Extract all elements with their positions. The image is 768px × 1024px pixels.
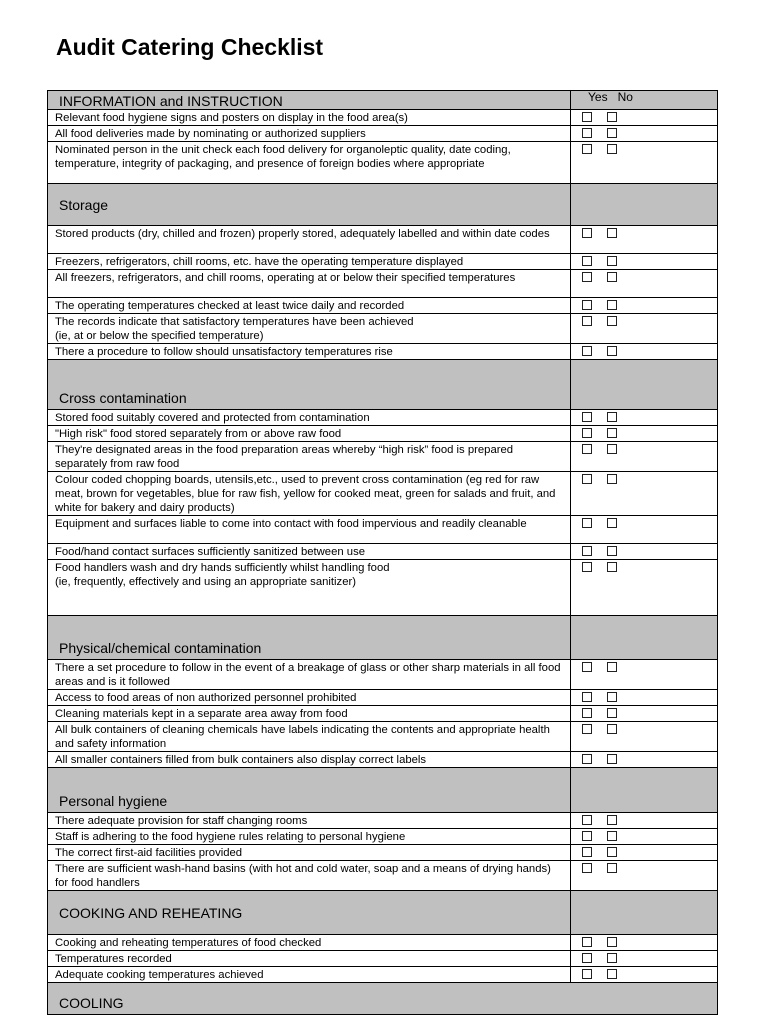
checkbox-cell	[571, 935, 718, 951]
checkbox-cell	[571, 967, 718, 983]
checkbox-cell	[571, 126, 718, 142]
section-header-row	[48, 983, 718, 1015]
yes-checkbox[interactable]	[582, 256, 592, 266]
section-heading-check-column	[571, 768, 718, 813]
checkbox-cell	[571, 690, 718, 706]
section-heading-check-column	[571, 184, 718, 226]
yes-no-checkboxes	[571, 344, 717, 356]
no-checkbox[interactable]	[607, 662, 617, 672]
checkbox-cell	[571, 142, 718, 184]
checklist-item-row	[48, 967, 718, 983]
checklist-item-row	[48, 254, 718, 270]
yes-no-checkboxes	[571, 314, 717, 326]
section-heading: Storage	[48, 184, 571, 226]
checklist-item-row	[48, 722, 718, 752]
no-checkbox[interactable]	[607, 937, 617, 947]
yes-no-checkboxes	[571, 951, 717, 963]
checklist-item-row	[48, 752, 718, 768]
checkbox-cell	[571, 226, 718, 254]
checklist-item-text: Colour coded chopping boards, utensils,etc., used to prevent cross contamination (eg red for raw meat, brown for vegetables, blue for raw fish, yellow for cooked meat, green for salads and fruit, and white for bakery and dairy products)	[48, 472, 571, 516]
yes-no-checkboxes	[571, 690, 717, 702]
section-header-row	[48, 91, 718, 110]
yes-no-checkboxes	[571, 967, 717, 979]
checkbox-cell	[571, 560, 718, 616]
no-checkbox[interactable]	[607, 724, 617, 734]
no-checkbox[interactable]	[607, 518, 617, 528]
checklist-item-row	[48, 126, 718, 142]
yes-checkbox[interactable]	[582, 863, 592, 873]
checklist-item-text: Temperatures recorded	[48, 951, 571, 967]
no-checkbox[interactable]	[607, 815, 617, 825]
yes-no-checkboxes	[571, 126, 717, 138]
no-checkbox[interactable]	[607, 562, 617, 572]
no-checkbox[interactable]	[607, 300, 617, 310]
no-checkbox[interactable]	[607, 428, 617, 438]
checklist-item-row	[48, 442, 718, 472]
checkbox-cell	[571, 410, 718, 426]
yes-checkbox[interactable]	[582, 662, 592, 672]
no-checkbox[interactable]	[607, 692, 617, 702]
section-heading: Cross contamination	[48, 360, 571, 410]
page-title: Audit Catering Checklist	[56, 34, 324, 60]
checklist-item-text: They're designated areas in the food preparation areas whereby “high risk” food is prepared separately from raw food	[48, 442, 571, 472]
checklist-item-row	[48, 861, 718, 891]
no-checkbox[interactable]	[607, 272, 617, 282]
yes-no-labels	[581, 91, 707, 103]
yes-no-checkboxes	[571, 722, 717, 734]
no-checkbox[interactable]	[607, 953, 617, 963]
checklist-item-row	[48, 142, 718, 184]
section-heading-check-column	[571, 360, 718, 410]
yes-column-label: Yes	[588, 90, 608, 104]
yes-no-checkboxes	[571, 813, 717, 825]
checklist-item-row	[48, 829, 718, 845]
checklist-item-text: There a set procedure to follow in the event of a breakage of glass or other sharp materials in all food areas and is it followed	[48, 660, 571, 690]
no-checkbox[interactable]	[607, 708, 617, 718]
yes-checkbox[interactable]	[582, 444, 592, 454]
no-checkbox[interactable]	[607, 128, 617, 138]
checklist-item-text: Cooking and reheating temperatures of food checked	[48, 935, 571, 951]
yes-no-checkboxes	[571, 110, 717, 122]
checkbox-cell	[571, 110, 718, 126]
yes-no-checkboxes	[571, 410, 717, 422]
yes-no-checkboxes	[571, 706, 717, 718]
checklist-item-text: Stored food suitably covered and protected from contamination	[48, 410, 571, 426]
no-checkbox[interactable]	[607, 228, 617, 238]
yes-checkbox[interactable]	[582, 518, 592, 528]
yes-checkbox[interactable]	[582, 562, 592, 572]
yes-checkbox[interactable]	[582, 316, 592, 326]
checkbox-cell	[571, 254, 718, 270]
no-checkbox[interactable]	[607, 847, 617, 857]
checkbox-cell	[571, 813, 718, 829]
no-checkbox[interactable]	[607, 316, 617, 326]
checklist-item-row	[48, 690, 718, 706]
checkbox-cell	[571, 861, 718, 891]
yes-no-checkboxes	[571, 516, 717, 528]
checklist-item-text: Stored products (dry, chilled and frozen) properly stored, adequately labelled and within date codes	[48, 226, 571, 254]
checklist-item-text: There adequate provision for staff changing rooms	[48, 813, 571, 829]
checklist-item-text: Access to food areas of non authorized personnel prohibited	[48, 690, 571, 706]
no-checkbox[interactable]	[607, 831, 617, 841]
checklist-table	[47, 90, 718, 1015]
checklist-item-text: Cleaning materials kept in a separate area away from food	[48, 706, 571, 722]
checkbox-cell	[571, 845, 718, 861]
checklist-item-row	[48, 270, 718, 298]
checklist-item-text: There a procedure to follow should unsatisfactory temperatures rise	[48, 344, 571, 360]
yes-no-checkboxes	[571, 298, 717, 310]
yes-checkbox[interactable]	[582, 847, 592, 857]
yes-checkbox[interactable]	[582, 969, 592, 979]
section-header-row	[48, 616, 718, 660]
no-checkbox[interactable]	[607, 412, 617, 422]
checklist-item-row	[48, 660, 718, 690]
checklist-item-text: The records indicate that satisfactory temperatures have been achieved (ie, at or below the specified temperature)	[48, 314, 571, 344]
checkbox-cell	[571, 829, 718, 845]
yes-checkbox[interactable]	[582, 112, 592, 122]
checklist-item-text: Freezers, refrigerators, chill rooms, etc. have the operating temperature displayed	[48, 254, 571, 270]
yes-checkbox[interactable]	[582, 428, 592, 438]
checklist-item-text: The correct first-aid facilities provided	[48, 845, 571, 861]
yes-checkbox[interactable]	[582, 412, 592, 422]
checklist-item-row	[48, 344, 718, 360]
section-heading: Physical/chemical contamination	[48, 616, 571, 660]
no-checkbox[interactable]	[607, 144, 617, 154]
section-header-row	[48, 184, 718, 226]
yes-no-checkboxes	[571, 254, 717, 266]
yes-checkbox[interactable]	[582, 128, 592, 138]
checklist-item-text: Nominated person in the unit check each food delivery for organoleptic quality, date coding, temperature, integrity of packaging, and presence of foreign bodies where appropriate	[48, 142, 571, 184]
yes-checkbox[interactable]	[582, 228, 592, 238]
checklist-item-text: Staff is adhering to the food hygiene rules relating to personal hygiene	[48, 829, 571, 845]
no-checkbox[interactable]	[607, 112, 617, 122]
checklist-item-text: All food deliveries made by nominating or authorized suppliers	[48, 126, 571, 142]
no-checkbox[interactable]	[607, 969, 617, 979]
section-heading-check-column	[571, 91, 718, 110]
section-heading: INFORMATION and INSTRUCTION	[48, 91, 571, 110]
checklist-item-text: Relevant food hygiene signs and posters on display in the food area(s)	[48, 110, 571, 126]
checklist-item-row	[48, 314, 718, 344]
checklist-item-text: Adequate cooking temperatures achieved	[48, 967, 571, 983]
section-heading: Personal hygiene	[48, 768, 571, 813]
section-heading-check-column	[571, 616, 718, 660]
checkbox-cell	[571, 472, 718, 516]
section-header-row	[48, 891, 718, 935]
checklist-item-text: Equipment and surfaces liable to come into contact with food impervious and readily cleanable	[48, 516, 571, 544]
checklist-item-row	[48, 226, 718, 254]
yes-checkbox[interactable]	[582, 754, 592, 764]
checklist-item-text: Food handlers wash and dry hands sufficiently whilst handling food (ie, frequently, effectively and using an appropriate sanitizer)	[48, 560, 571, 616]
no-checkbox[interactable]	[607, 863, 617, 873]
yes-no-checkboxes	[571, 560, 717, 572]
checkbox-cell	[571, 660, 718, 690]
checklist-item-row	[48, 951, 718, 967]
checkbox-cell	[571, 951, 718, 967]
checklist-item-row	[48, 516, 718, 544]
checkbox-cell	[571, 344, 718, 360]
checkbox-cell	[571, 544, 718, 560]
yes-no-checkboxes	[571, 426, 717, 438]
yes-checkbox[interactable]	[582, 953, 592, 963]
yes-no-checkboxes	[571, 660, 717, 672]
no-checkbox[interactable]	[607, 546, 617, 556]
yes-checkbox[interactable]	[582, 724, 592, 734]
yes-checkbox[interactable]	[582, 346, 592, 356]
yes-no-checkboxes	[571, 829, 717, 841]
checklist-item-row	[48, 845, 718, 861]
checklist-item-text: All freezers, refrigerators, and chill rooms, operating at or below their specified temperatures	[48, 270, 571, 298]
checkbox-cell	[571, 722, 718, 752]
checkbox-cell	[571, 752, 718, 768]
checkbox-cell	[571, 442, 718, 472]
checkbox-cell	[571, 314, 718, 344]
section-heading: COOKING AND REHEATING	[48, 891, 571, 935]
section-header-row	[48, 768, 718, 813]
yes-no-checkboxes	[571, 544, 717, 556]
yes-no-checkboxes	[571, 845, 717, 857]
checklist-item-row	[48, 472, 718, 516]
yes-checkbox[interactable]	[582, 692, 592, 702]
checkbox-cell	[571, 426, 718, 442]
checklist-item-text: Food/hand contact surfaces sufficiently sanitized between use	[48, 544, 571, 560]
yes-no-checkboxes	[571, 472, 717, 484]
yes-no-checkboxes	[571, 142, 717, 154]
checklist-item-row	[48, 813, 718, 829]
yes-checkbox[interactable]	[582, 708, 592, 718]
checklist-item-row	[48, 426, 718, 442]
no-column-label: No	[617, 90, 633, 104]
checklist-item-row	[48, 410, 718, 426]
no-checkbox[interactable]	[607, 256, 617, 266]
section-header-row	[48, 360, 718, 410]
checklist-item-text: All bulk containers of cleaning chemicals have labels indicating the contents and appropriate health and safety information	[48, 722, 571, 752]
section-heading-check-column	[571, 891, 718, 935]
checklist-item-row	[48, 110, 718, 126]
checklist-item-text: "High risk" food stored separately from or above raw food	[48, 426, 571, 442]
checkbox-cell	[571, 516, 718, 544]
checklist-item-row	[48, 706, 718, 722]
checklist-item-text: The operating temperatures checked at least twice daily and recorded	[48, 298, 571, 314]
checklist-item-row	[48, 935, 718, 951]
yes-checkbox[interactable]	[582, 144, 592, 154]
checklist-item-row	[48, 560, 718, 616]
yes-checkbox[interactable]	[582, 300, 592, 310]
checklist-item-row	[48, 298, 718, 314]
yes-no-checkboxes	[571, 935, 717, 947]
yes-checkbox[interactable]	[582, 474, 592, 484]
no-checkbox[interactable]	[607, 754, 617, 764]
checklist-item-text: There are sufficient wash-hand basins (with hot and cold water, soap and a means of drying hands) for food handlers	[48, 861, 571, 891]
yes-checkbox[interactable]	[582, 546, 592, 556]
yes-checkbox[interactable]	[582, 937, 592, 947]
yes-checkbox[interactable]	[582, 831, 592, 841]
checkbox-cell	[571, 706, 718, 722]
checkbox-cell	[571, 270, 718, 298]
yes-no-checkboxes	[571, 226, 717, 238]
yes-no-checkboxes	[571, 861, 717, 873]
checklist-item-row	[48, 544, 718, 560]
checkbox-cell	[571, 298, 718, 314]
no-checkbox[interactable]	[607, 474, 617, 484]
section-heading: COOLING	[48, 983, 718, 1015]
no-checkbox[interactable]	[607, 444, 617, 454]
yes-checkbox[interactable]	[582, 272, 592, 282]
checklist-item-text: All smaller containers filled from bulk containers also display correct labels	[48, 752, 571, 768]
yes-no-checkboxes	[571, 752, 717, 764]
yes-no-checkboxes	[571, 270, 717, 282]
no-checkbox[interactable]	[607, 346, 617, 356]
yes-no-checkboxes	[571, 442, 717, 454]
yes-checkbox[interactable]	[582, 815, 592, 825]
